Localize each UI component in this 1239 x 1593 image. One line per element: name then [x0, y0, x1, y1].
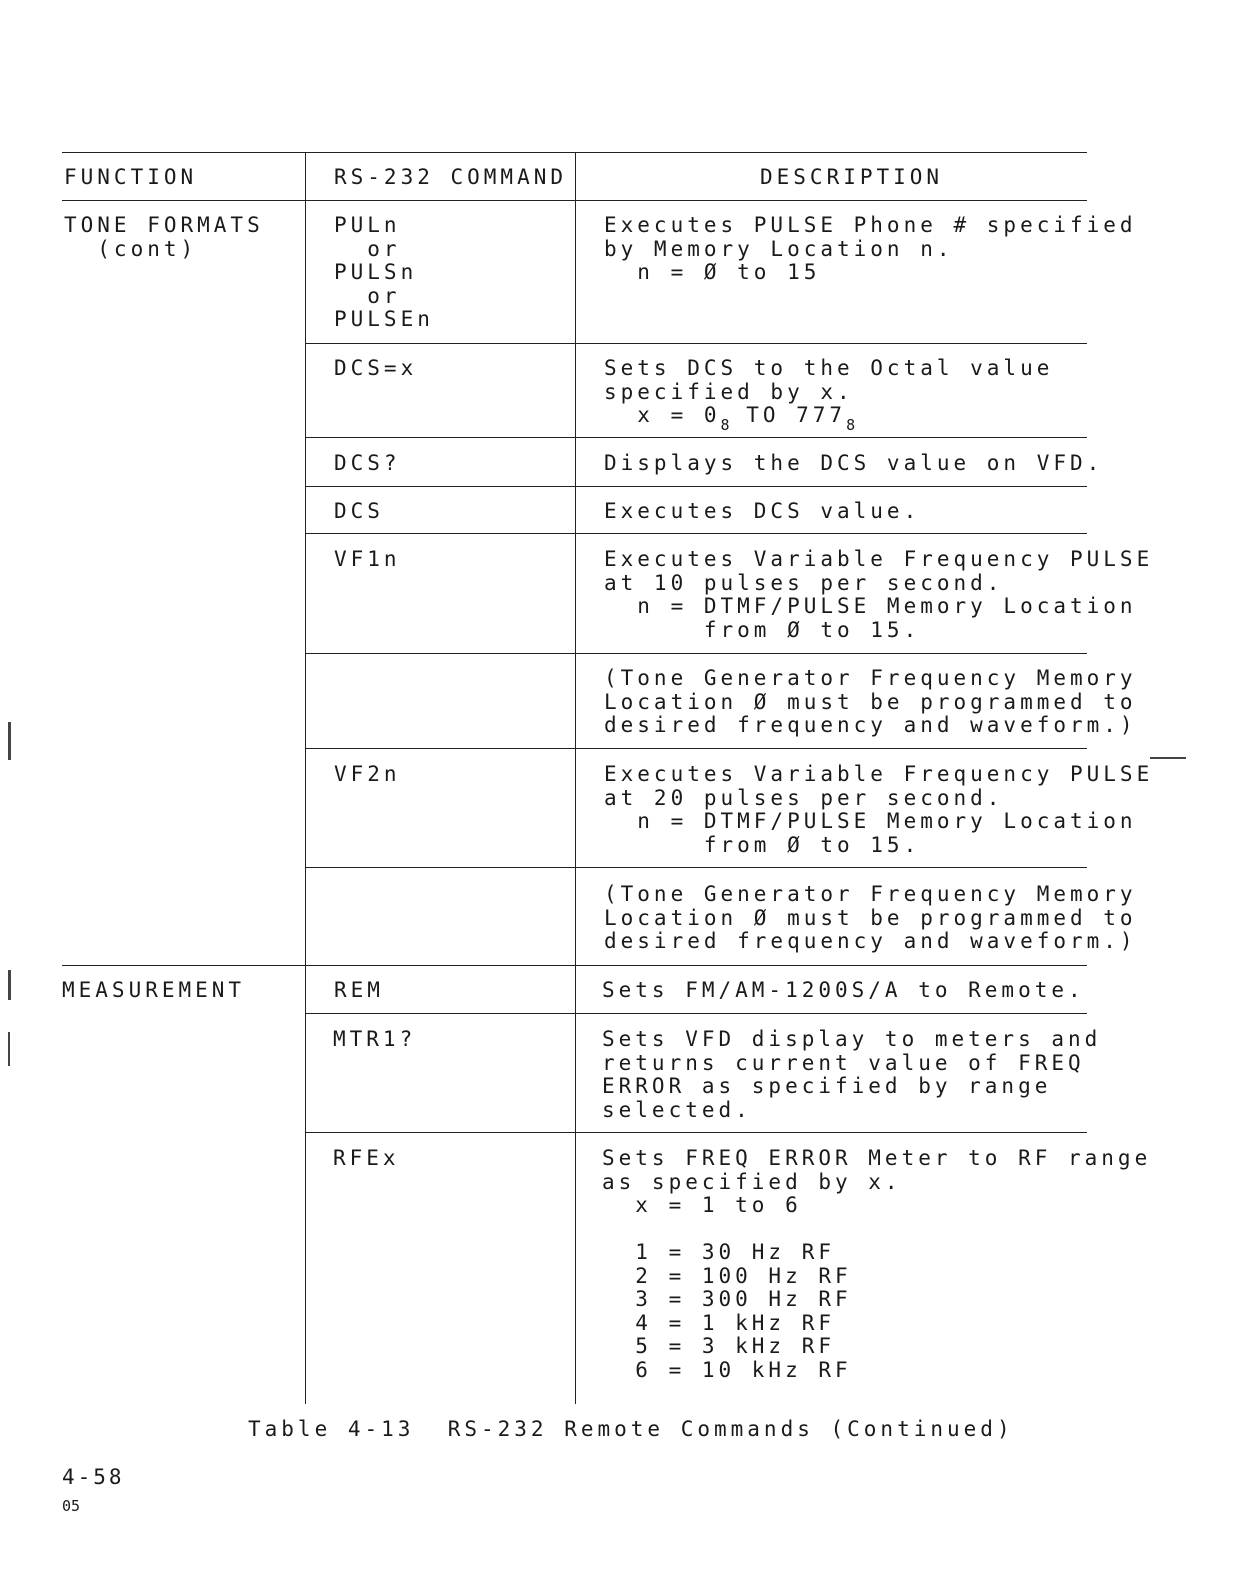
command-cell: MTR1? [333, 1027, 417, 1051]
description-cell: Displays the DCS value on VFD. [604, 451, 1104, 475]
row-rule [305, 533, 1087, 534]
function-column-divider [305, 152, 306, 1404]
table-caption: Table 4-13 RS-232 Remote Commands (Continued) [248, 1417, 1014, 1441]
base-subscript: 8 [720, 416, 730, 434]
command-cell: VF2n [334, 762, 401, 786]
base-subscript: 8 [846, 416, 856, 434]
description-cell: Sets VFD display to meters and returns current value of FREQ ERROR as specified by range selected. [602, 1027, 1102, 1122]
row-rule [305, 437, 1087, 438]
description-cell: Executes PULSE Phone # specified by Memory Location n. n = Ø to 15 [604, 213, 1137, 284]
row-rule [305, 1013, 1087, 1014]
description-cell: Sets FREQ ERROR Meter to RF range as specified by x. x = 1 to 6 1 = 30 Hz RF 2 = 100 Hz RF 3 = 300 Hz RF 4 = 1 kHz RF 5 = 3 kHz RF 6 = 10 kHz RF [602, 1146, 1152, 1382]
command-cell: REM [334, 978, 384, 1002]
margin-mark [8, 970, 11, 1000]
function-label: MEASUREMENT [62, 978, 246, 1002]
description-cell: Executes Variable Frequency PULSE at 10 pulses per second. n = DTMF/PULSE Memory Location from Ø to 15. [604, 547, 1154, 642]
revision-bar-mark [1150, 757, 1186, 759]
row-rule [305, 867, 1087, 868]
description-cell: (Tone Generator Frequency Memory Location Ø must be programmed to desired frequency and waveform.) [604, 882, 1137, 953]
header-function: FUNCTION [64, 165, 198, 189]
header-description: DESCRIPTION [760, 165, 944, 189]
row-rule [305, 1132, 1087, 1133]
row-rule [305, 343, 1087, 344]
function-label: TONE FORMATS (cont) [64, 213, 264, 261]
description-cell: Executes DCS value. [604, 499, 921, 523]
command-cell: RFEx [333, 1146, 400, 1170]
command-cell: DCS? [334, 451, 401, 475]
description-cell: Sets DCS to the Octal value specified by x. [604, 356, 1054, 404]
revision-number: 05 [62, 1497, 81, 1515]
description-cell: Sets FM/AM-1200S/A to Remote. [602, 978, 1085, 1002]
row-rule [305, 653, 1087, 654]
description-cell: Executes Variable Frequency PULSE at 20 pulses per second. n = DTMF/PULSE Memory Location from Ø to 15. [604, 762, 1154, 857]
margin-mark [8, 1032, 10, 1066]
row-rule [305, 748, 1087, 749]
command-column-divider [575, 152, 576, 1404]
octal-range-line [604, 403, 856, 434]
command-cell: PULn or PULSn or PULSEn [334, 213, 434, 331]
description-cell: (Tone Generator Frequency Memory Location Ø must be programmed to desired frequency and waveform.) [604, 666, 1137, 737]
command-cell: VF1n [334, 547, 401, 571]
range-prefix: x = 0 [604, 403, 721, 427]
row-rule [305, 486, 1087, 487]
page-number: 4-58 [62, 1465, 125, 1489]
command-cell: DCS [334, 499, 384, 523]
header-command: RS-232 COMMAND [334, 165, 568, 189]
command-cell: DCS=x [334, 356, 418, 380]
range-mid: TO 777 [729, 403, 847, 427]
margin-mark [8, 722, 11, 760]
